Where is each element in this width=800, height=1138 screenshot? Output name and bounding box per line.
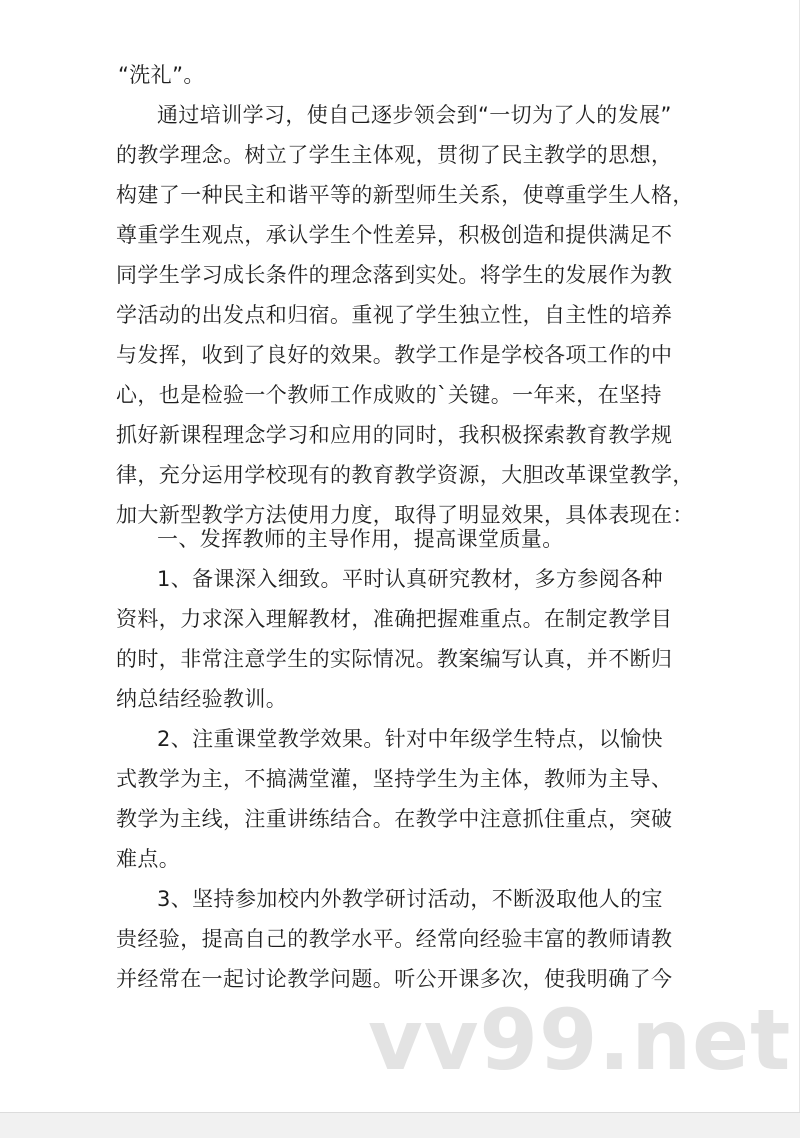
paragraph-first-line: 3、坚持参加校内外教学研讨活动，不断汲取他人的宝	[157, 887, 663, 911]
text-line: 与发挥，收到了良好的效果。教学工作是学校各项工作的中	[116, 343, 673, 367]
text-line: 构建了一种民主和谐平等的新型师生关系，使尊重学生人格，	[116, 183, 694, 207]
paragraph-first-line: 通过培训学习，使自己逐步领会到“一切为了人的发展”	[157, 103, 672, 127]
text-line: “洗礼”。	[118, 63, 205, 87]
paragraph-first-line: 2、注重课堂教学效果。针对中年级学生特点，以愉快	[157, 727, 663, 751]
text-line: 尊重学生观点，承认学生个性差异，积极创造和提供满足不	[116, 223, 673, 247]
text-line: 式教学为主，不搞满堂灌，坚持学生为主体，教师为主导、	[116, 767, 673, 791]
text-line: 同学生学习成长条件的理念落到实处。将学生的发展作为教	[116, 263, 673, 287]
text-line: 学活动的出发点和归宿。重视了学生独立性，自主性的培养	[116, 303, 673, 327]
text-line: 心，也是检验一个教师工作成败的`关键。一年来，在坚持	[116, 383, 662, 407]
text-line: 的教学理念。树立了学生主体观，贯彻了民主教学的思想，	[116, 143, 673, 167]
text-line: 并经常在一起讨论教学问题。听公开课多次，使我明确了今	[116, 967, 673, 991]
text-line: 资料，力求深入理解教材，准确把握难重点。在制定教学目	[116, 607, 673, 631]
text-line: 的时，非常注意学生的实际情况。教案编写认真，并不断归	[116, 647, 673, 671]
section-heading: 一、发挥教师的主导作用，提高课堂质量。	[157, 527, 564, 551]
text-line: 贵经验，提高自己的教学水平。经常向经验丰富的教师请教	[116, 927, 673, 951]
text-line: 律，充分运用学校现有的教育教学资源，大胆改革课堂教学，	[116, 463, 694, 487]
paragraph-first-line: 1、备课深入细致。平时认真研究教材，多方参阅各种	[157, 567, 663, 591]
text-line: 加大新型教学方法使用力度，取得了明显效果，具体表现在：	[116, 503, 694, 527]
text-line: 纳总结经验教训。	[116, 687, 288, 711]
page-bottom-edge	[0, 1112, 800, 1138]
text-line: 教学为主线，注重讲练结合。在教学中注意抓住重点，突破	[116, 807, 673, 831]
text-line: 难点。	[116, 847, 181, 871]
watermark-logo: vv99.net	[368, 991, 792, 1089]
text-line: 抓好新课程理念学习和应用的同时，我积极探索教育教学规	[116, 423, 673, 447]
